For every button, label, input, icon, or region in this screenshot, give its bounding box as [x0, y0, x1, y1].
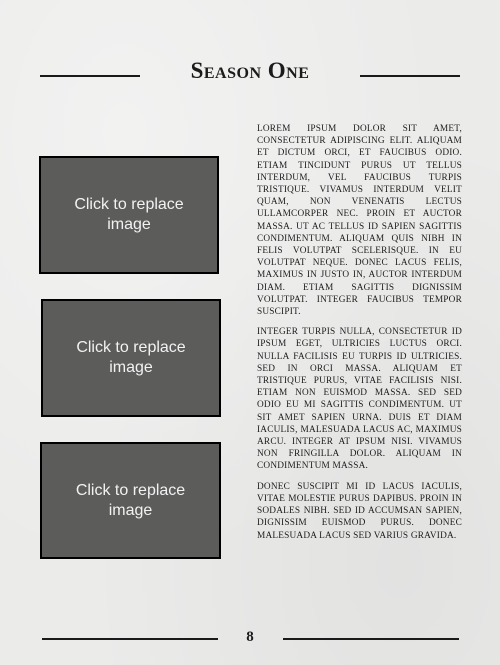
- title-rule-right: [360, 75, 460, 77]
- footer-rule-right: [283, 638, 459, 640]
- image-placeholder-3[interactable]: [40, 442, 221, 559]
- footer-rule-left: [42, 638, 218, 640]
- page-number: 8: [246, 629, 254, 645]
- body-paragraph: DONEC SUSCIPIT MI ID LACUS IACULIS, VITAE MOLESTIE PURUS DAPIBUS. PROIN IN SODALES NIBH. SED ID ACCUMSAN SAPIEN, DIGNISSIM EUISMOD PURUS. DONEC MALESUADA LACUS SED VARIUS GRAVIDA.: [257, 481, 462, 541]
- page-title: Season One: [190, 58, 310, 83]
- body-text: [257, 123, 462, 550]
- body-paragraph: INTEGER TURPIS NULLA, CONSECTETUR ID IPSUM EGET, ULTRICIES LUCTUS ORCI. NULLA FACILISIS EU TURPIS ID ULTRICIES. SED IN ORCI MASSA. ALIQUAM ET TRISTIQUE PURUS, VITAE FACILISIS NISI. ETIAM NON EUISMOD MASSA. SED SED ODIO EU MI SAGITTIS CONDIMENTUM. UT SIT AMET SAPIEN URNA. DUIS ET DIAM IACULIS, MALESUADA LACUS AC, MAXIMUS ARCU. INTEGER AT IPSUM NISI. VIVAMUS NON FRINGILLA DOLOR. ALIQUAM IN CONDIMENTUM MASSA.: [257, 327, 462, 472]
- image-placeholder-label: Click to replace image: [76, 339, 186, 376]
- image-placeholder-label: Click to replace image: [74, 196, 184, 233]
- body-paragraph: LOREM IPSUM DOLOR SIT AMET, CONSECTETUR ADIPISCING ELIT. ALIQUAM ET DICTUM ORCI, ET FAUCIBUS ODIO. ETIAM TINCIDUNT PURUS UT TELLUS INTERDUM, VEL FAUCIBUS TURPIS TRISTIQUE. VIVAMUS INTERDUM VELIT QUAM, NON VENENATIS LECTUS ULLAMCORPER NEC. PROIN ET AUCTOR MASSA. UT AC TELLUS ID SAPIEN SAGITTIS CONDIMENTUM. ALIQUAM QUIS NIBH IN FELIS VOLUTPAT SCELERISQUE. IN EU VOLUTPAT NEQUE. DONEC LACUS FELIS, MAXIMUS IN JUSTO IN, AUCTOR INTERDUM DIAM. ETIAM SAGITTIS DIGNISSIM VOLUTPAT. INTEGER FAUCIBUS TEMPOR SUSCIPIT.: [257, 124, 462, 318]
- image-placeholder-2[interactable]: [41, 299, 221, 417]
- image-placeholder-1[interactable]: [39, 156, 219, 274]
- image-placeholder-label: Click to replace image: [75, 481, 186, 519]
- title-rule-left: [40, 75, 140, 77]
